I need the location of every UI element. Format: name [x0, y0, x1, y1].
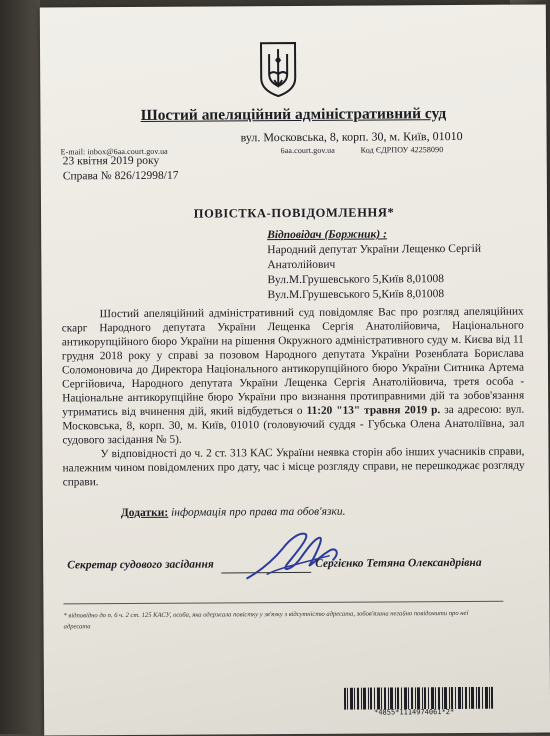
secretary-role: Секретар судового засідання [67, 558, 214, 572]
footnote: * відповідно до п. 6 ч. 2 ст. 125 КАСУ, особа, яка одержала повістку у зв'язку з відсутністю адресата, зобов'язана негайно повідомити про неї адресата [63, 609, 469, 631]
respondent-address-1: Вул.М.Грушевського 5,Київ 8,01008 [267, 273, 445, 287]
barcode-number: *4855*1114974061*2* [374, 708, 455, 717]
document-date: 23 квітня 2019 року [62, 154, 160, 168]
notice-text-a: Шостий апеляційний адміністративний суд повідомляє Вас про розгляд апеляційних скарг Народного депутата України Лещенка Сергія Анатолійовича, Національного антикорупційного бюро України на рішення Окружного адміністративного суду м. Києва від 11 грудня 2018 року у справі за позовом Народного депутата України Розенблата Борислава Соломоновича до Директора Національного антикорупційного бюро України Ситника Артема Сергійовича, Народного депутата України Лещенка Сергія Анатолійовича, третя особа - Національне антикорупційне бюро України про визнання протиправними дій та зобов'язання утриматись від вчинення дій, який відбудеться о [61, 305, 525, 419]
attachments-label: Додатки: [120, 506, 169, 520]
court-address: вул. Московська, 8, корп. 30, м. Київ, 01010 [240, 128, 463, 145]
respondent-name-line: Народний депутат України Лещенко Сергій [267, 242, 482, 257]
background-left [0, 0, 40, 734]
case-number: Справа № 826/12998/17 [62, 169, 179, 183]
coat-of-arms-icon [258, 40, 298, 98]
hearing-time: 11:20 "13" травня 2019 р. [306, 404, 441, 417]
barcode [344, 687, 494, 710]
footnote-divider [63, 601, 503, 605]
respondent-name-continued: Анатолійович [267, 258, 336, 272]
court-email: E-mail: inbox@6aa.court.gov.ua [60, 146, 168, 157]
secretary-name: Сергієнко Тетяна Олександрівна [315, 556, 482, 570]
court-edrpou: Код ЄДРПОУ 42258090 [360, 145, 444, 155]
attachments [121, 506, 346, 519]
notice-body [62, 305, 525, 490]
notice-paragraph-1 [62, 305, 525, 448]
document-sheet [40, 4, 550, 735]
notice-paragraph-2: У відповідності до ч. 2 ст. 313 КАС України неявка сторін або інших учасників справи, належним чином повідомлених про дату, час і місце розгляду справи, не перешкоджає розгляду справи. [62, 445, 525, 489]
respondent-address-2: Вул.М.Грушевського 5,Київ 8,01008 [267, 288, 445, 302]
court-website: 6aa.court.gov.ua [280, 145, 335, 156]
attachments-value: інформація про права та обов'язки. [171, 505, 346, 519]
court-name: Шостий апеляційний адміністративний суд [140, 105, 447, 124]
handwritten-signature [239, 524, 349, 587]
document-title: ПОВІСТКА-ПОВІДОМЛЕННЯ* [193, 205, 395, 221]
notice-text-b: за адресою: вул. Московська, 8, корп. 30, м. Київ, 01010 (головуючий суддя - Губська Олена Анатоліївна, зал судового засідання № 5). [62, 403, 525, 447]
respondent-label: Відповідач (Боржник) : [267, 228, 387, 242]
